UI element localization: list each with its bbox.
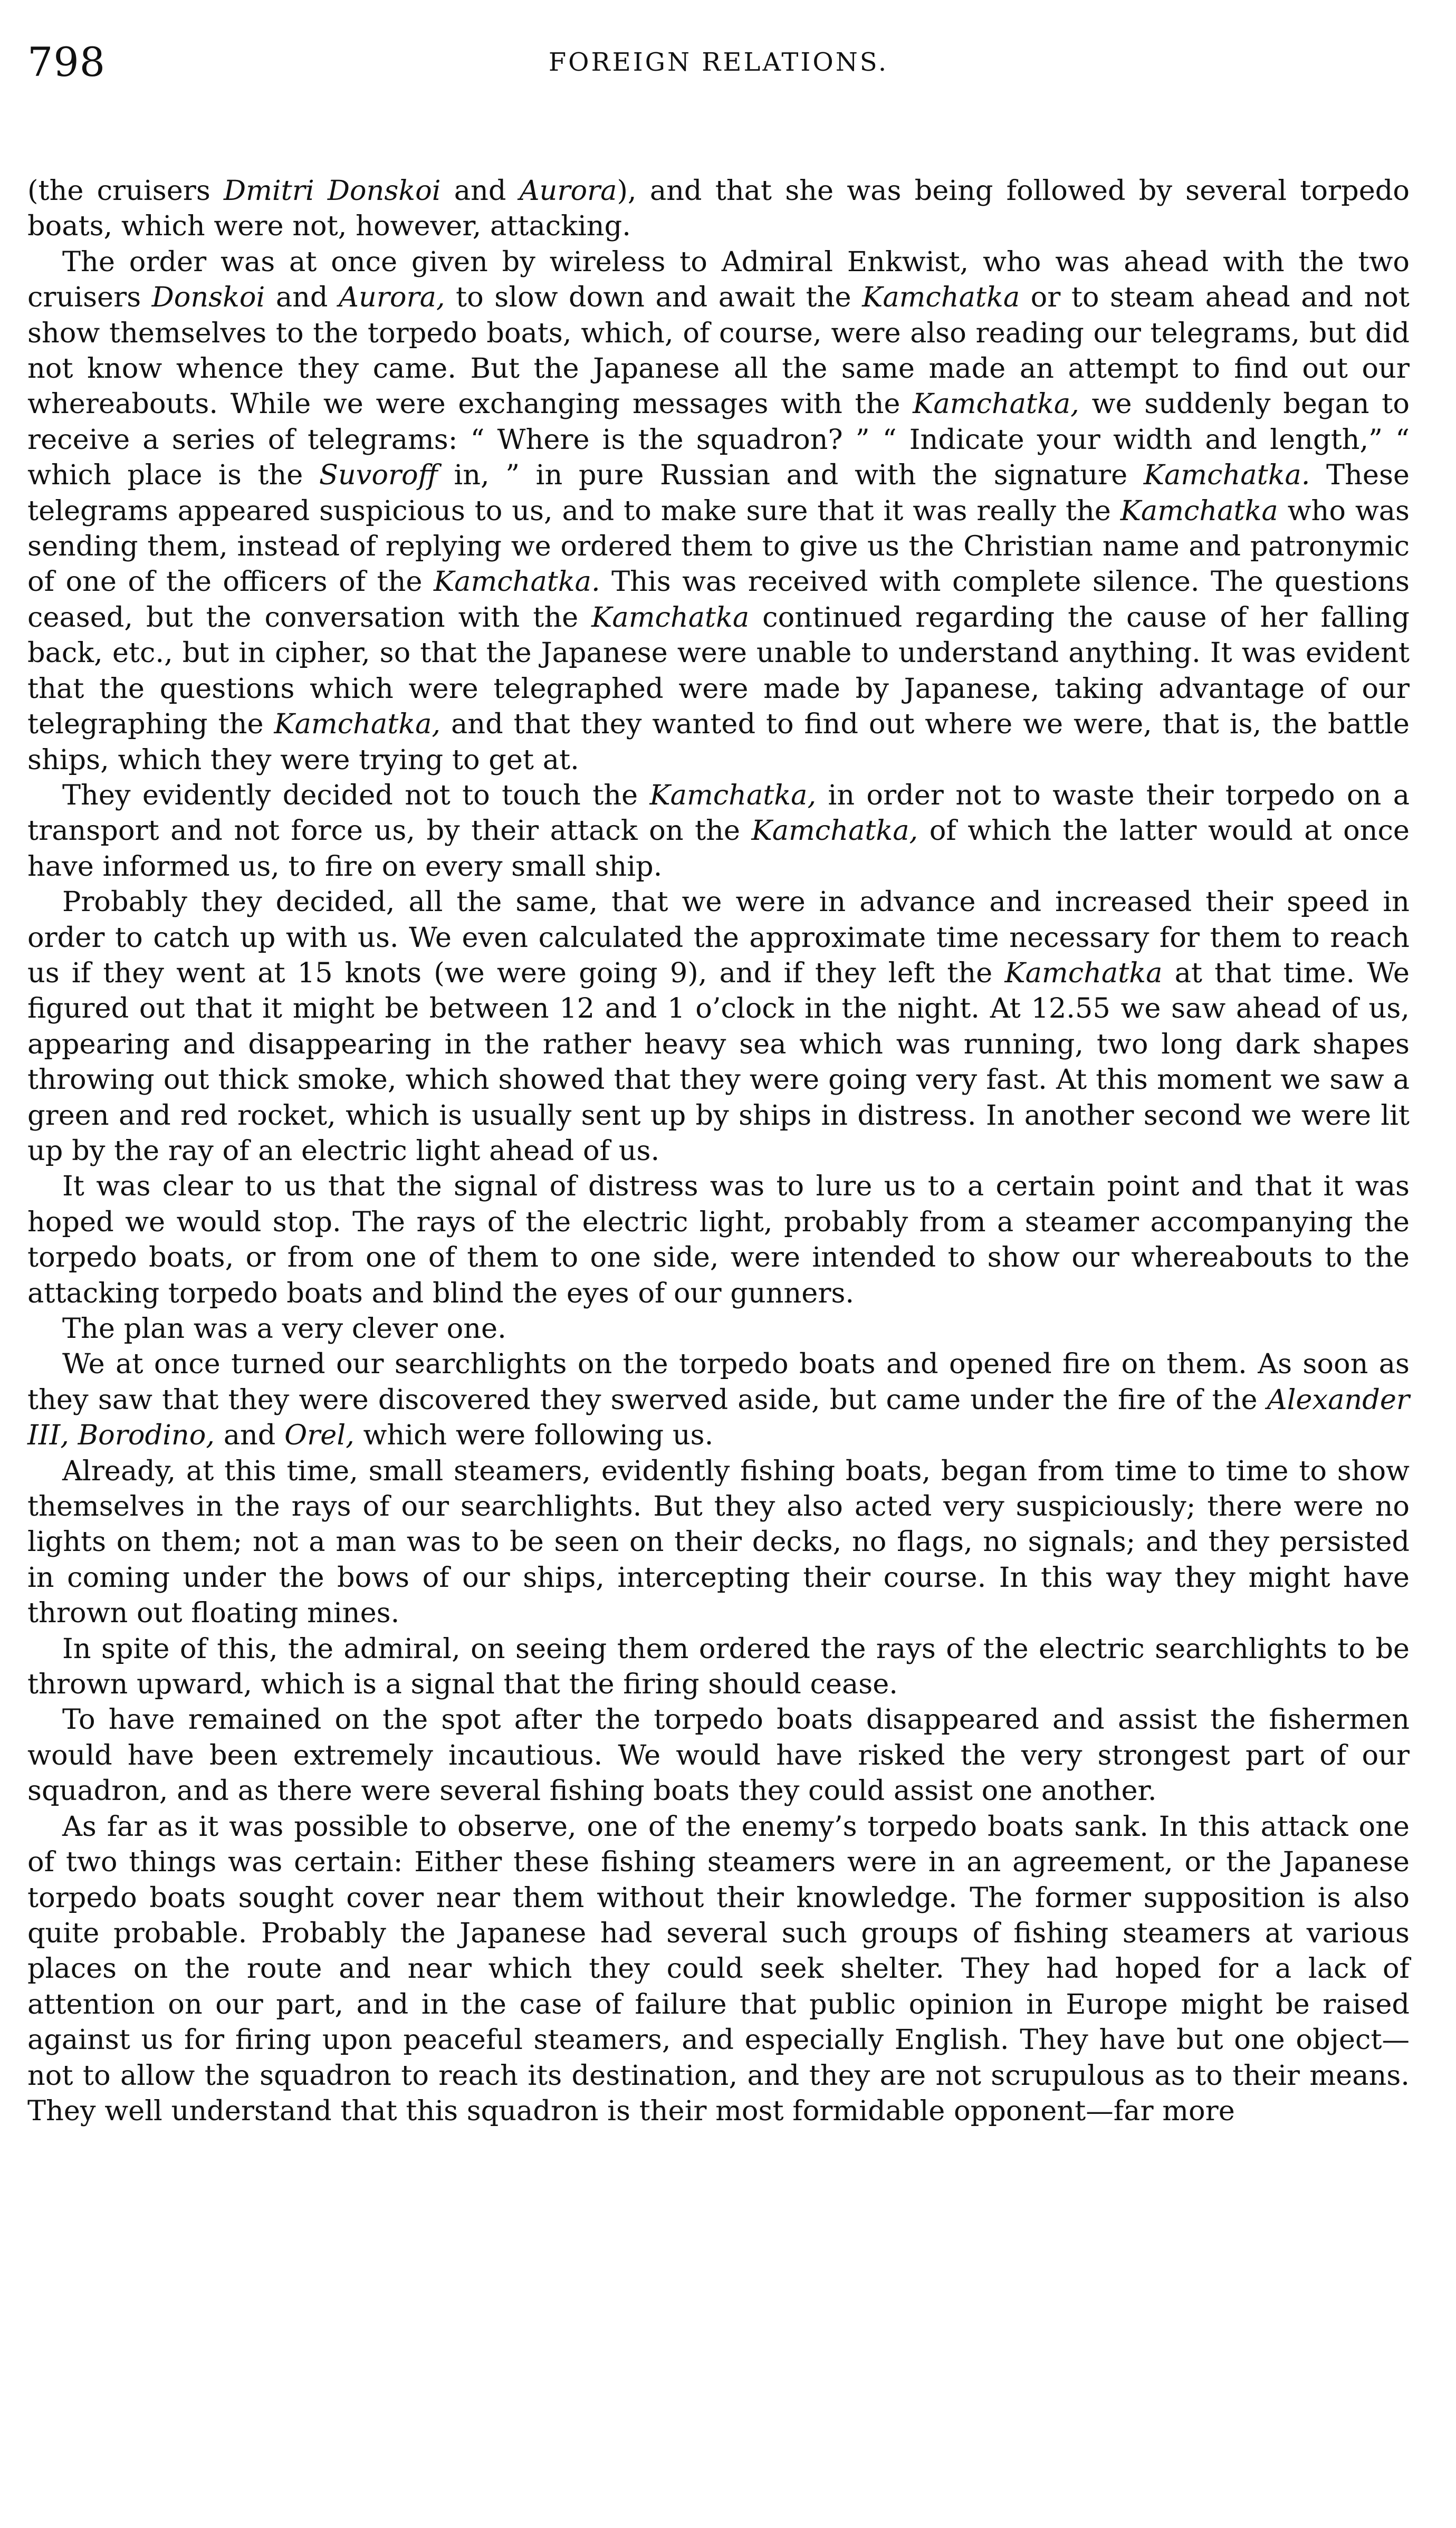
italic-run: Kamchatka xyxy=(862,281,1020,314)
text-run: To have remained on the spot after the torpedo boats disappeared and assist the fishermen would have been extremely incautious. We would have risked the very strongest part of our squadron, and as there were several fishing boats they could assist one another. xyxy=(27,1703,1410,1807)
italic-run: Suvoroff xyxy=(319,459,438,492)
body-text xyxy=(27,173,1410,2129)
page-number: 798 xyxy=(27,39,106,85)
paragraph xyxy=(27,244,1410,778)
paragraph xyxy=(27,884,1410,1169)
italic-run: Donskoi xyxy=(151,281,265,314)
italic-run: Kamchatka, xyxy=(913,388,1079,420)
paragraph xyxy=(27,1169,1410,1311)
text-run: It was clear to us that the signal of distress was to lure us to a certain point and that it was hoped we would stop. The rays of the electric light, probably from a steamer accompanying the torpedo boats, or from one of them to one side, were intended to show our whereabouts to the attacking torpedo boats and blind the eyes of our gunners. xyxy=(27,1170,1410,1309)
paragraph xyxy=(27,173,1410,244)
italic-run: Kamchatka xyxy=(591,601,750,634)
text-run: They evidently decided not to touch the xyxy=(62,779,650,811)
text-run: or to steam ahead and not show themselves to the torpedo boats, which, of course, were also reading our telegrams, but did not know whence they came. But the Japanese all the same made an attempt to find out our whereabouts. While we were exchanging messages with the xyxy=(27,281,1410,420)
paragraph xyxy=(27,1346,1410,1453)
text-run: This was received with complete silence. The questions ceased, but the conversation with the xyxy=(27,566,1410,634)
text-run: of which the latter would at once have informed us, to fire on every small ship. xyxy=(27,815,1410,883)
italic-run: Aurora, xyxy=(339,281,445,314)
text-run: and that they wanted to find out where we were, that is, the battle ships, which they were trying to get at. xyxy=(27,708,1410,776)
text-run: to slow down and await the xyxy=(445,281,863,314)
paragraph xyxy=(27,778,1410,884)
italic-run: Kamchatka xyxy=(1004,956,1163,989)
text-run: at that time. We figured out that it might be between 12 and 1 o’clock in the night. At 12.55 we saw ahead of us, appearing and disappearing in the rather heavy sea which was running, two long dark shapes throwing out thick smoke, which showed that they were going very fast. At this moment we saw a green and red rocket, which is usually sent up by ships in distress. In another second we were lit up by the ray of an electric light ahead of us. xyxy=(27,956,1410,1167)
text-run: and xyxy=(440,175,520,207)
text-run: which were following us. xyxy=(354,1419,714,1452)
text-run: In spite of this, the admiral, on seeing them ordered the rays of the electric searchlights to be thrown upward, which is a signal that the firing should cease. xyxy=(27,1632,1410,1701)
text-run: in order not to waste their torpedo on a transport and not force us, by their attack on the xyxy=(27,779,1410,847)
text-run: We at once turned our searchlights on the torpedo boats and opened fire on them. As soon as they saw that they were discovered they swerved aside, but came under the fire of the xyxy=(27,1348,1410,1416)
italic-run: Kamchatka, xyxy=(751,815,918,847)
document-page xyxy=(27,39,1410,2501)
paragraph xyxy=(27,1311,1410,1346)
text-run: who was sending them, instead of replying we ordered them to give us the Christian name and patronymic of one of the officers of the xyxy=(27,494,1410,598)
text-run: The plan was a very clever one. xyxy=(62,1313,506,1345)
paragraph xyxy=(27,1453,1410,1631)
italic-run: Orel, xyxy=(284,1419,355,1452)
text-run: The order was at once given by wireless to Admiral Enkwist, who was ahead with the two cruisers xyxy=(27,245,1410,314)
paragraph xyxy=(27,1631,1410,1702)
text-run: ), and that she was being followed by several torpedo boats, which were not, however, attacking. xyxy=(27,175,1410,243)
paragraph xyxy=(27,1809,1410,2129)
text-run: continued regarding the cause of her falling back, etc., but in cipher, so that the Japanese were unable to understand anything. It was evident that the questions which were telegraphed were made by Japanese, taking advantage of our telegraphing the xyxy=(27,601,1410,741)
italic-run: Dmitri Donskoi xyxy=(224,175,441,207)
text-run: (the cruisers xyxy=(27,175,224,207)
page-header xyxy=(27,39,1410,95)
text-run: As far as it was possible to observe, one of the enemy’s torpedo boats sank. In this attack one of two things was certain: Either these fishing steamers were in an agreement, or the Japanese torpedo boats sought cover near them without their knowledge. The former supposition is also quite probable. Probably the Japanese had several such groups of fishing steamers at various places on the route and near which they could seek shelter. They had hoped for a lack of attention on our part, and in the case of failure that public opinion in Europe might be raised against us for firing upon peaceful steamers, and especially English. They have but one object—not to allow the squadron to reach its destination, and they are not scrupulous as to their means. They well understand that this squadron is their most formidable opponent—far more xyxy=(27,1810,1410,2127)
text-run: we suddenly began to receive a series of telegrams: “ Where is the squadron? ” “ Indicate your width and length,” “ which place is the xyxy=(27,388,1410,492)
italic-run: Kamchatka, xyxy=(649,779,817,811)
italic-run: Kamchatka. xyxy=(433,566,600,598)
text-run: in, ” in pure Russian and with the signature xyxy=(437,459,1144,492)
text-run: These telegrams appeared suspicious to us, and to make sure that it was really the xyxy=(27,459,1410,527)
italic-run: Kamchatka. xyxy=(1143,459,1310,492)
text-run: Probably they decided, all the same, that we were in advance and increased their speed in order to catch up with us. We even calculated the approximate time necessary for them to reach us if they went at 15 knots (we were going 9), and if they left the xyxy=(27,886,1410,989)
italic-run: Alexander III, Borodino, xyxy=(27,1383,1410,1452)
running-head: FOREIGN RELATIONS. xyxy=(548,47,889,77)
italic-run: Aurora xyxy=(519,175,617,207)
paragraph xyxy=(27,1702,1410,1808)
text-run: Already, at this time, small steamers, evidently fishing boats, began from time to time to show themselves in the rays of our searchlights. But they also acted very suspiciously; there were no lights on them; not a man was to be seen on their decks, no flags, no signals; and they persisted in coming under the bows of our ships, intercepting their course. In this way they might have thrown out floating mines. xyxy=(27,1454,1410,1630)
italic-run: Kamchatka xyxy=(1120,494,1278,527)
text-run: and xyxy=(265,281,339,314)
text-run: and xyxy=(215,1419,285,1452)
italic-run: Kamchatka, xyxy=(274,708,441,741)
